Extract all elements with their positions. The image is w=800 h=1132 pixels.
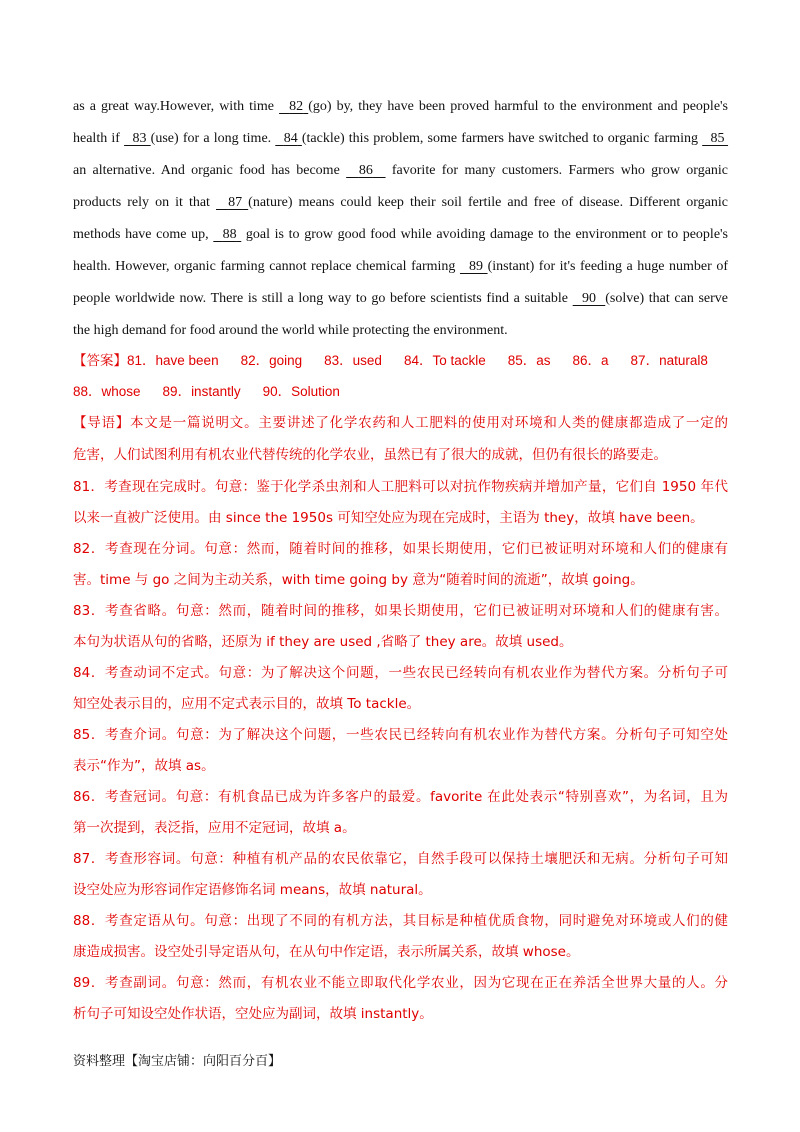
passage-line-5: methods have come up, 88 goal is to grow good food while avoiding damage to the environment or to people's (73, 227, 729, 242)
explanation-88-line-1: 88．考查定语从句。句意：出现了不同的有机方法，其目标是种植优质食物，同时避免对环境或人们的健 (73, 913, 728, 929)
explanation-88-line-2: 康造成损害。设空处引导定语从句，在从句中作定语，表示所属关系，故填 whose。 (73, 944, 580, 960)
blank-90: 90 (581, 291, 596, 306)
blank-89: 89 (469, 259, 484, 274)
blank-88: 88 (222, 227, 237, 242)
explanation-89-line-2: 析句子可知设空处作状语，空处应为副词，故填 instantly。 (73, 1006, 433, 1022)
explanation-89-line-1: 89．考查副词。句意：然而，有机农业不能立即取代化学农业，因为它现在正在养活全世界大量的人。分 (73, 975, 728, 991)
passage-line-8: the high demand for food around the world while protecting the environment. (73, 323, 508, 338)
explanation-83-line-1: 83．考查省略。句意：然而，随着时间的推移，如果长期使用，它们已被证明对环境和人们的健康有害。 (73, 603, 728, 619)
guide-line-2: 危害，人们试图利用有机农业代替传统的化学农业，虽然已有了很大的成就，但仍有很长的路要走。 (73, 447, 667, 463)
explanation-86-line-1: 86．考查冠词。句意：有机食品已成为许多客户的最爱。favorite 在此处表示“特别喜欢”，为名词，且为 (73, 789, 728, 805)
blank-84: 84 (283, 131, 298, 146)
guide-line-1: 【导语】本文是一篇说明文。主要讲述了化学农药和人工肥料的使用对环境和人类的健康都造成了一定的 (73, 415, 728, 431)
answers-label: 【答案】 (73, 353, 127, 369)
blank-87: 87 (228, 195, 243, 210)
explanation-85-line-1: 85．考查介词。句意：为了解决这个问题，一些农民已经转向有机农业作为替代方案。分析句子可知空处 (73, 727, 728, 743)
answers-line-1: 【答案】81．have been 82．going 83．used 84．To tackle 85．as 86．a 87．natural8 (73, 353, 708, 369)
blank-85: 85 (710, 131, 725, 146)
explanation-87-line-1: 87．考查形容词。句意：种植有机产品的农民依靠它，自然手段可以保持土壤肥沃和无病。分析句子可知 (73, 851, 728, 867)
passage-line-4: products rely on it that 87 (nature) means could keep their soil fertile and free of disease. Different organic (73, 195, 728, 210)
blank-83: 83 (132, 131, 147, 146)
passage-line-6: health. However, organic farming cannot replace chemical farming 89 (instant) for it's feeding a huge number of (73, 259, 728, 274)
passage-line-2: health if 83 (use) for a long time. 84 (tackle) this problem, some farmers have switched to organic farming 85 (73, 129, 728, 149)
explanation-85-line-2: 表示“作为”，故填 as。 (73, 758, 215, 774)
blank-86: 86 (358, 163, 373, 178)
explanation-84-line-2: 知空处表示目的，应用不定式表示目的，故填 To tackle。 (73, 696, 421, 712)
passage-line-1: as a great way.However, with time 82 (go) by, they have been proved harmful to the environment and people's (73, 99, 729, 114)
blank-82: 82 (289, 99, 304, 114)
explanation-82-line-2: 害。time 与 go 之间为主动关系，with time going by 意为“随着时间的流逝”，故填 going。 (73, 572, 644, 588)
explanation-86-line-2: 第一次提到，表泛指，应用不定冠词，故填 a。 (73, 820, 356, 836)
passage-line-3: an alternative. And organic food has become 86 favorite for many customers. Farmers who grow organic (73, 163, 729, 178)
passage-line-7: people worldwide now. There is still a long way to go before scientists find a suitable 90 (solve) that can serve (73, 291, 729, 306)
answers-line-2: 88．whose 89．instantly 90．Solution (73, 384, 340, 399)
explanation-84-line-1: 84．考查动词不定式。句意：为了解决这个问题，一些农民已经转向有机农业作为替代方案。分析句子可 (73, 665, 728, 681)
explanation-83-line-2: 本句为状语从句的省略，还原为 if they are used ,省略了 they are。故填 used。 (73, 634, 573, 650)
explanation-87-line-2: 设空处应为形容词作定语修饰名词 means，故填 natural。 (73, 882, 432, 898)
footer-source: 资料整理【淘宝店铺：向阳百分百】 (73, 1054, 282, 1069)
explanation-82-line-1: 82．考查现在分词。句意：然而，随着时间的推移，如果长期使用，它们已被证明对环境和人们的健康有 (73, 541, 728, 557)
explanation-81-line-2: 以来一直被广泛使用。由 since the 1950s 可知空处应为现在完成时，主语为 they，故填 have been。 (73, 510, 704, 526)
explanation-81-line-1: 81．考查现在完成时。句意：鉴于化学杀虫剂和人工肥料可以对抗作物疾病并增加产量，它们自 1950 年代 (73, 479, 728, 495)
